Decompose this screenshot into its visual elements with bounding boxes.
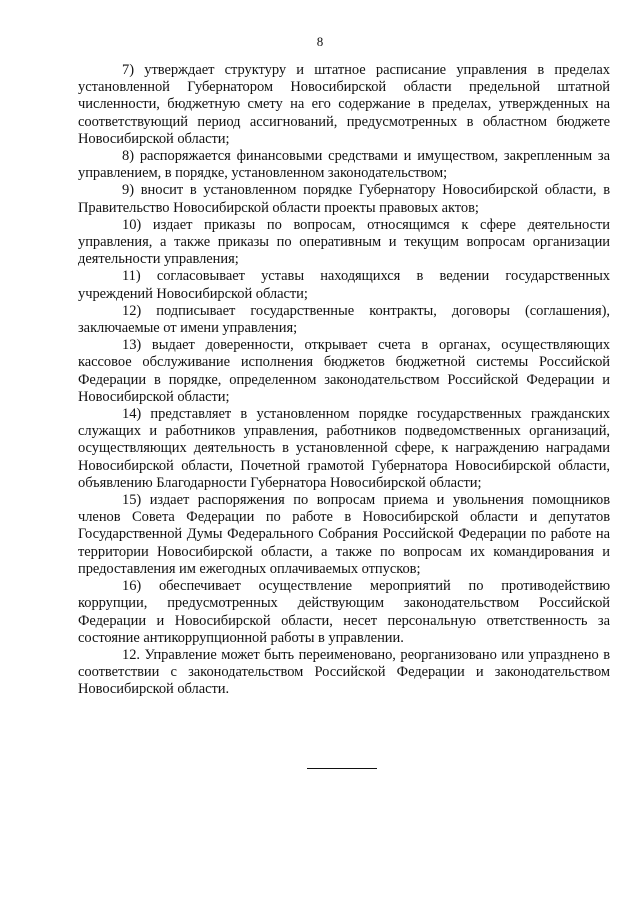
list-item-11: 11) согласовывает уставы находящихся в ведении государственных учреждений Новосибирской области; [78, 268, 610, 302]
list-item-7: 7) утверждает структуру и штатное расписание управления в пределах установленной Губернатором Новосибирской области предельной штатной численности, бюджетную смету на его содержание в пределах, утвержденных на соответствующий период ассигнований, предусмотренных в областном бюджете Новосибирской области; [78, 62, 610, 147]
list-item-15: 15) издает распоряжения по вопросам приема и увольнения помощников членов Совета Федерации по работе в Новосибирской области и депутатов Государственной Думы Федерального Собрания Российской Федерации по работе на территории Новосибирской области, а также по вопросам их командирования и предоставления им ежегодных оплачиваемых отпусков; [78, 492, 610, 577]
list-item-9: 9) вносит в установленном порядке Губернатору Новосибирской области, в Правительство Новосибирской области проекты правовых актов; [78, 182, 610, 216]
end-of-document-rule [307, 768, 377, 769]
list-item-10: 10) издает приказы по вопросам, относящимся к сфере деятельности управления, а также приказы по оперативным и текущим вопросам организации деятельности управления; [78, 216, 610, 268]
list-item-12: 12) подписывает государственные контракты, договоры (соглашения), заключаемые от имени управления; [78, 302, 610, 337]
section-12-paragraph: 12. Управление может быть переименовано, реорганизовано или упразднено в соответствии с законодательством Российской Федерации и законодательством Новосибирской области. [78, 646, 610, 698]
page-number: 8 [316, 34, 324, 49]
document-body [78, 62, 610, 699]
list-item-14: 14) представляет в установленном порядке государственных гражданских служащих и работников управления, работников подведомственных организаций, осуществляющих деятельность в установленной сфере, к награждению наградами Новосибирской области, Почетной грамотой Губернатора Новосибирской области, объявлению Благодарности Губернатора Новосибирской области; [78, 406, 610, 491]
list-item-16: 16) обеспечивает осуществление мероприятий по противодействию коррупции, предусмотренных действующим законодательством Российской Федерации и Новосибирской области, несет персональную ответственность за состояние антикоррупционной работы в управлении. [78, 578, 610, 646]
list-item-13: 13) выдает доверенности, открывает счета в органах, осуществляющих кассовое обслуживание исполнения бюджетов бюджетной системы Российской Федерации в порядке, определенном законодательством Российской Федерации и Новосибирской области; [78, 337, 610, 405]
list-item-8: 8) распоряжается финансовыми средствами и имуществом, закрепленным за управлением, в порядке, установленном законодательством; [78, 148, 610, 182]
